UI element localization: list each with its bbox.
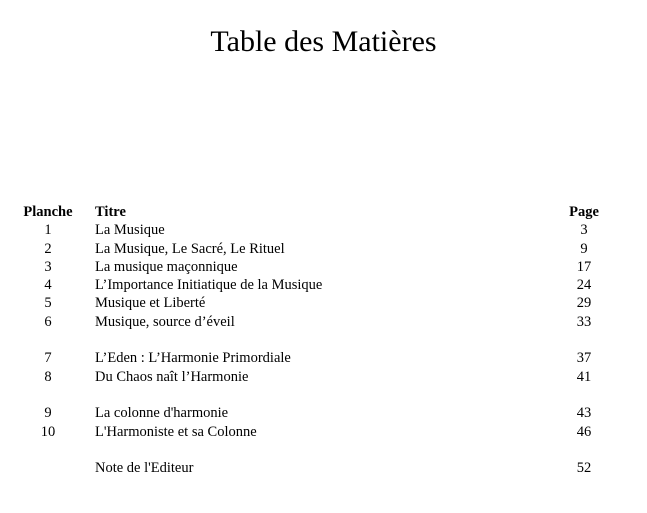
planche-number: 3	[44, 258, 52, 275]
toc-row	[0, 258, 647, 276]
toc-row	[0, 240, 647, 258]
entry-title: La Musique	[95, 222, 165, 239]
page-number: 24	[576, 277, 592, 294]
entry-title: La Musique, Le Sacré, Le Rituel	[95, 240, 285, 257]
entry-title: Musique et Liberté	[95, 295, 206, 312]
header-page: Page	[569, 204, 599, 220]
page-number: 37	[576, 350, 592, 367]
page-title: Table des Matières	[210, 25, 437, 58]
entry-title: Musique, source d’éveil	[95, 313, 235, 330]
page-number: 46	[576, 423, 592, 440]
toc-row	[0, 423, 647, 441]
planche-number: 5	[44, 295, 52, 312]
page-number: 41	[576, 368, 592, 385]
page-number: 3	[580, 222, 588, 239]
toc-row	[0, 349, 647, 367]
header-titre: Titre	[95, 204, 126, 220]
toc-row	[0, 313, 647, 331]
planche-number: 4	[44, 277, 52, 294]
entry-title: La musique maçonnique	[95, 258, 238, 275]
planche-number: 8	[44, 368, 52, 385]
planche-number: 1	[44, 222, 52, 239]
entry-title: L’Eden : L’Harmonie Primordiale	[95, 350, 291, 367]
table-of-contents	[0, 203, 647, 477]
header-planche: Planche	[23, 204, 73, 220]
planche-number: 7	[44, 350, 52, 367]
planche-number: 2	[44, 240, 52, 257]
planche-number: 9	[44, 405, 52, 422]
toc-row	[0, 221, 647, 239]
entry-title: La colonne d'harmonie	[95, 405, 229, 422]
toc-row	[0, 459, 647, 477]
page-number: 52	[576, 460, 592, 477]
page-number: 17	[576, 258, 592, 275]
page-number: 33	[576, 313, 592, 330]
toc-row	[0, 294, 647, 312]
entry-title: Note de l'Editeur	[95, 460, 194, 477]
entry-title: L'Harmoniste et sa Colonne	[95, 423, 257, 440]
toc-row	[0, 404, 647, 422]
entry-title: L’Importance Initiatique de la Musique	[95, 277, 323, 294]
page-number: 43	[576, 405, 592, 422]
page-number: 9	[580, 240, 588, 257]
planche-number: 6	[44, 313, 52, 330]
toc-row	[0, 276, 647, 294]
page-number: 29	[576, 295, 592, 312]
toc-header-row	[0, 203, 647, 221]
planche-number: 10	[40, 423, 56, 440]
toc-row	[0, 368, 647, 386]
entry-title: Du Chaos naît l’Harmonie	[95, 368, 249, 385]
